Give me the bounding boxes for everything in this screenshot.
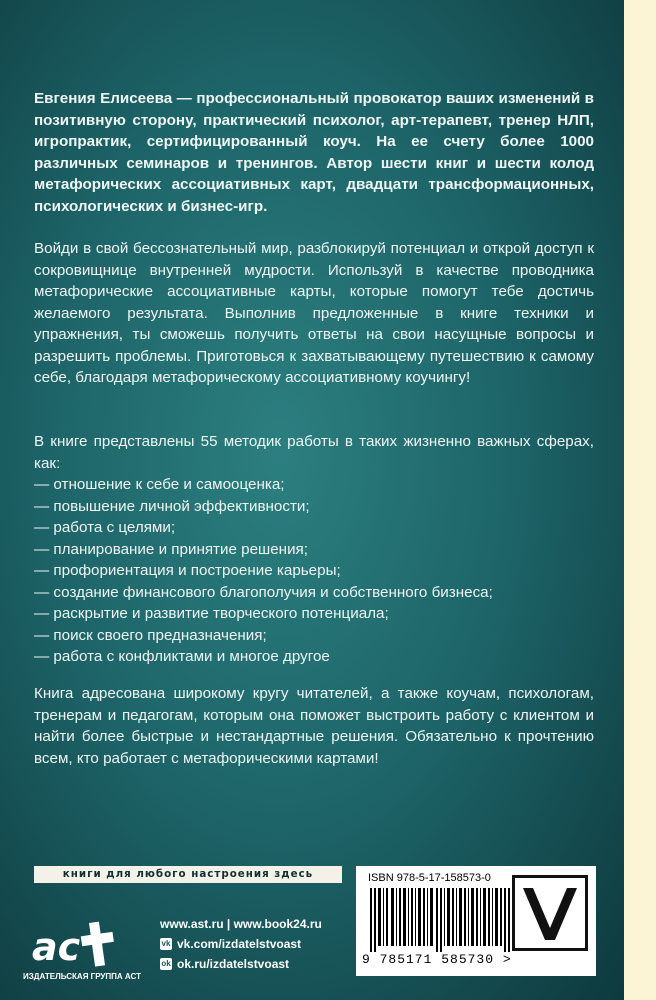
intro-paragraph: Войди в свой бессознательный мир, разблокируй потенциал и открой доступ к сокровищнице внутренней мудрости. Используй в качестве проводника метафорические ассоциативные карты, которые помогут тебе достичь желаемого результата. Выполнив предложенные в книге техники и упражнения, ты сможешь получить ответы на свои насущные вопросы и разрешить проблемы. Приготовься к захватывающему путешествию к самому себе, благодаря метафорическому ассоциативному коучингу!: [34, 240, 594, 386]
list-item: — поиск своего предназначения;: [34, 626, 267, 644]
spine-strip: [624, 0, 656, 1000]
barcode-number: 9 785171 585730 >: [362, 952, 512, 967]
list-item: — раскрытие и развитие творческого потенциала;: [34, 605, 389, 622]
ok-icon: ok: [161, 959, 171, 968]
v-mark-icon: [512, 875, 588, 951]
isbn-label: ISBN 978-5-17-158573-0: [368, 872, 491, 884]
audience-paragraph: Книга адресована широкому кругу читателей, а также коучам, психологам, тренерам и педагогам, которым она поможет выстроить работу с клиентом и найти более быстрые и нестандартные решения. Обязательно к прочтению всем, кто работает с метафорическими картами!: [34, 685, 594, 767]
methods-list: [34, 474, 594, 668]
ok-link[interactable]: ok.ru/izdatelstvoast: [177, 957, 290, 971]
methods-intro: В книге представлены 55 методик работы в таких жизненно важных сферах, как:: [34, 433, 594, 472]
author-bio: Евгения Елисеева — профессиональный провокатор ваших изменений в позитивную сторону, практический психолог, арт-терапевт, тренер НЛП, игропрактик, сертифицированный коуч. На ее счету более 1000 различных семинаров и тренингов. Автор шести книг и шести колод метафорических ассоциативных карт, двадцати трансформационных, психологических и бизнес-игр.: [34, 90, 594, 215]
vk-icon: vk: [161, 939, 171, 948]
list-item: — профориентация и построение карьеры;: [34, 562, 341, 579]
list-item: — работа с конфликтами и многое другое: [34, 648, 330, 665]
vk-link[interactable]: vk.com/izdatelstvoast: [177, 937, 302, 951]
tagline-bar: книги для любого настроения здесь: [34, 866, 342, 883]
list-item: — повышение личной эффективности;: [34, 497, 310, 515]
list-item: — планирование и принятие решения;: [34, 540, 308, 558]
list-item: — отношение к себе и самооценка;: [34, 476, 285, 493]
website-links[interactable]: www.ast.ru | www.book24.ru: [160, 917, 322, 931]
publisher-links: [160, 914, 322, 974]
svg-text:ac: ac: [32, 925, 81, 969]
list-item: — работа с целями;: [34, 519, 176, 536]
barcode: [370, 888, 516, 952]
list-item: — создание финансового благополучия и собственного бизнеса;: [34, 583, 493, 601]
publisher-caption: ИЗДАТЕЛЬСКАЯ ГРУППА АСТ: [23, 972, 141, 981]
